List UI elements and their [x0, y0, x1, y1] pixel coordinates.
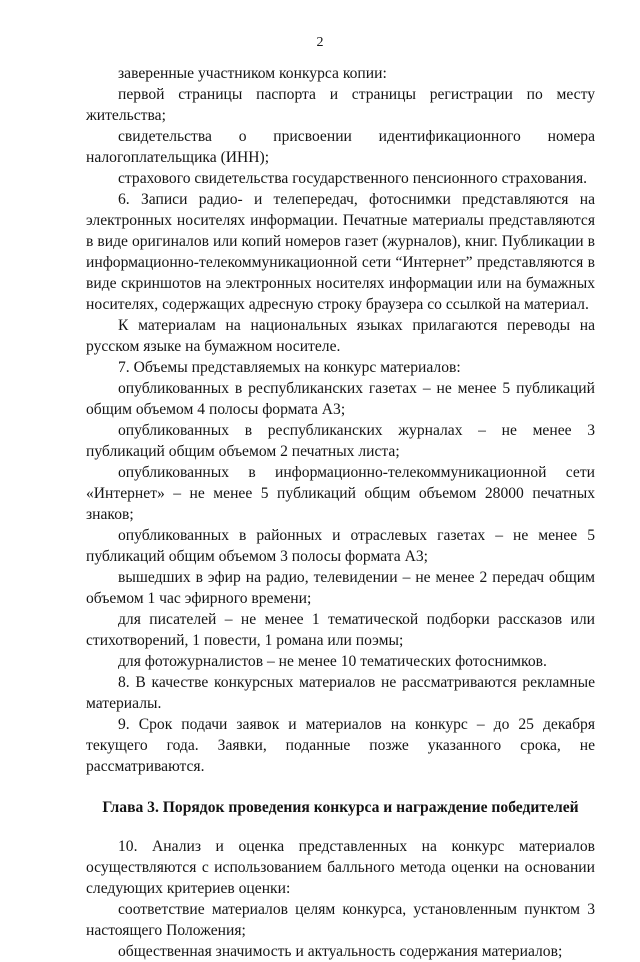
paragraph-broadcast: вышедших в эфир на радио, телевидении – не менее 2 передач общим объемом 1 час эфирного времени;	[86, 569, 595, 607]
paragraph-district-newspapers: опубликованных в районных и отраслевых газетах – не менее 5 публикаций общим объемом 3 полосы формата А3;	[86, 527, 595, 565]
paragraph-photojournalists: для фотожурналистов – не менее 10 тематических фотоснимков.	[118, 653, 547, 670]
page-number: 2	[316, 35, 324, 50]
paragraph-certified-copies: заверенные участником конкурса копии:	[118, 65, 387, 82]
paragraph-republican-magazines: опубликованных в республиканских журналах – не менее 3 публикаций общим объемом 2 печатных листа;	[86, 422, 595, 460]
paragraph-passport: первой страницы паспорта и страницы регистрации по месту жительства;	[86, 86, 595, 124]
paragraph-pension: страхового свидетельства государственного пенсионного страхования.	[118, 170, 588, 187]
paragraph-item-7: 7. Объемы представляемых на конкурс материалов:	[118, 359, 461, 376]
paragraph-national-languages: К материалам на национальных языках прилагаются переводы на русском языке на бумажном носителе.	[86, 317, 595, 355]
document-body	[86, 63, 595, 962]
paragraph-republican-newspapers: опубликованных в республиканских газетах – не менее 5 публикаций общим объемом 4 полосы формата А3;	[86, 380, 595, 418]
paragraph-inn: свидетельства о присвоении идентификационного номера налогоплательщика (ИНН);	[86, 128, 595, 166]
paragraph-item-10: 10. Анализ и оценка представленных на конкурс материалов осуществляются с использованием балльного метода оценки на основании следующих критериев оценки:	[86, 838, 595, 897]
paragraph-item-8: 8. В качестве конкурсных материалов не рассматриваются рекламные материалы.	[86, 674, 595, 712]
paragraph-internet: опубликованных в информационно-телекоммуникационной сети «Интернет» – не менее 5 публикаций общим объемом 28000 печатных знаков;	[86, 464, 595, 523]
paragraph-item-6: 6. Записи радио- и телепередач, фотоснимки представляются на электронных носителях информации. Печатные материалы представляются в виде оригиналов или копий номеров газет (журналов), книг. Публикации в информационно-телекоммуникационной сети “Интернет” представляются в виде скриншотов на электронных носителях информации или на бумажных носителях, содержащих адресную строку браузера со ссылкой на материал.	[86, 191, 595, 313]
paragraph-criterion-significance: общественная значимость и актуальность содержания материалов;	[118, 943, 563, 960]
paragraph-item-9: 9. Срок подачи заявок и материалов на конкурс – до 25 декабря текущего года. Заявки, поданные позже указанного срока, не рассматриваются.	[86, 716, 595, 775]
paragraph-criterion-goals: соответствие материалов целям конкурса, установленным пунктом 3 настоящего Положения;	[86, 901, 595, 939]
chapter-heading: Глава 3. Порядок проведения конкурса и награждение победителей	[102, 799, 579, 816]
paragraph-writers: для писателей – не менее 1 тематической подборки рассказов или стихотворений, 1 повести, 1 романа или поэмы;	[86, 611, 595, 649]
